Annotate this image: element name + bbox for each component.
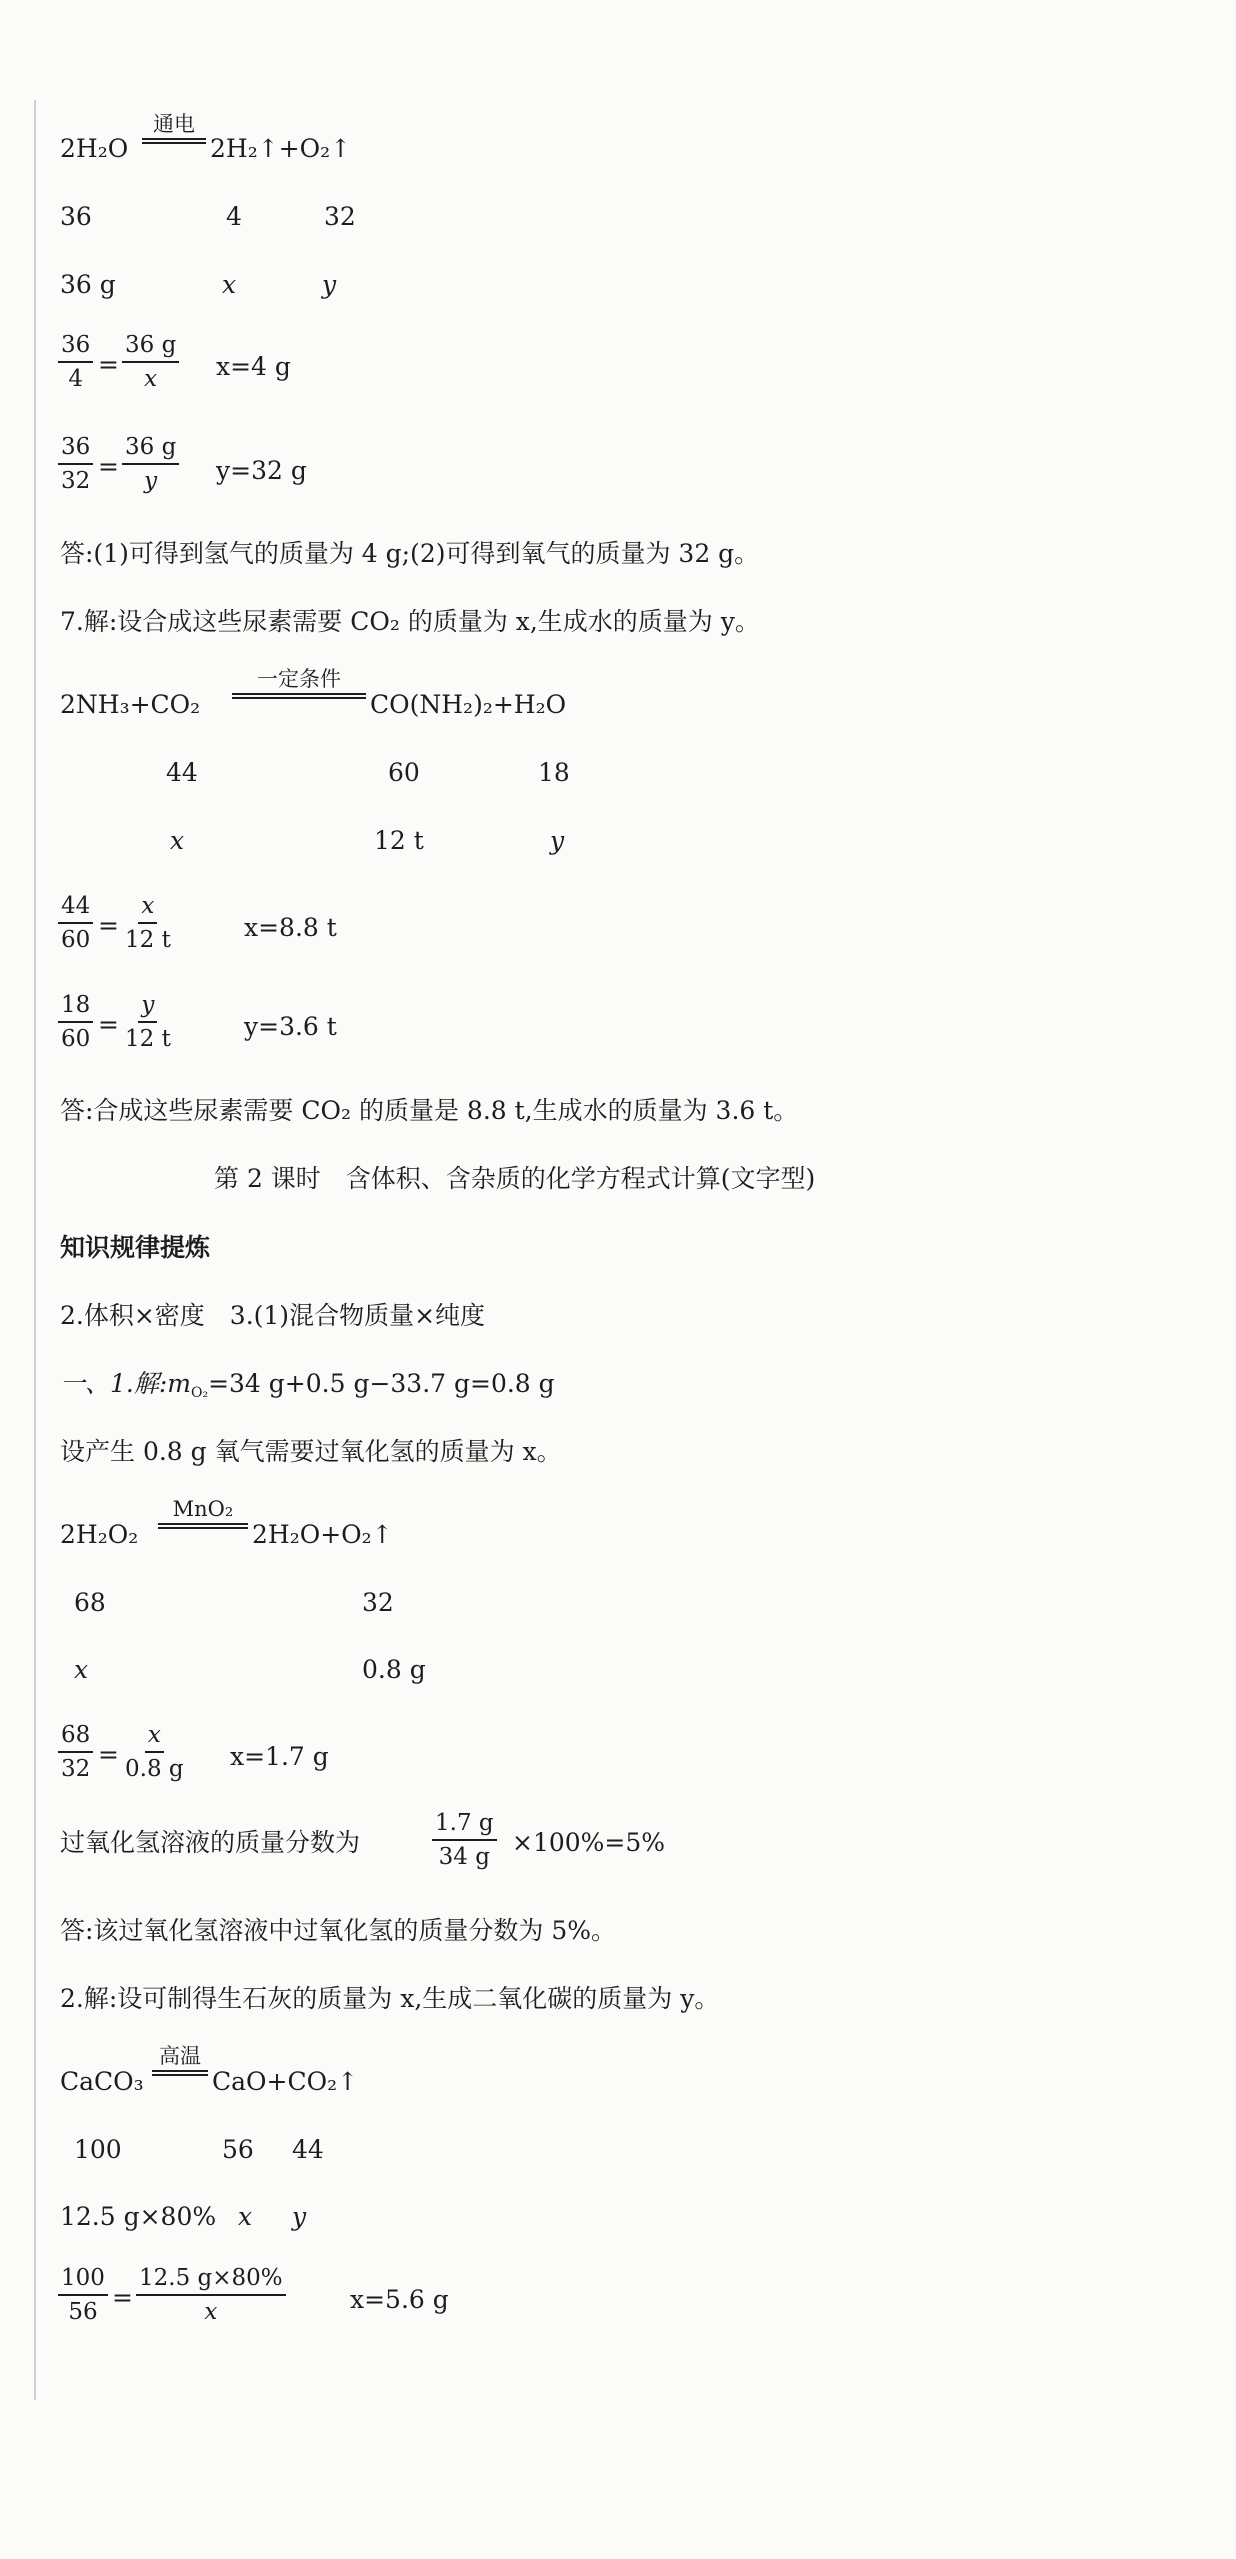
answer-1: 答:(1)可得到氢气的质量为 4 g;(2)可得到氧气的质量为 32 g。 <box>60 539 760 568</box>
fraction-line: 过氧化氢溶液的质量分数为 <box>60 1828 361 1857</box>
ratio-value: 18 <box>538 758 570 787</box>
equation-1-condition: 通电 <box>142 114 206 144</box>
equation-2-products: CO(NH₂)₂+H₂O <box>370 690 567 719</box>
result: x=1.7 g <box>230 1742 329 1771</box>
answer-7: 答:合成这些尿素需要 CO₂ 的质量是 8.8 t,生成水的质量为 3.6 t。 <box>60 1096 799 1125</box>
equals-sign: = <box>98 1740 119 1769</box>
given-value: 36 g <box>60 270 116 299</box>
fraction-left: $\frac{100}{56}$ <box>58 2267 108 2324</box>
equals-sign: = <box>98 1010 119 1039</box>
given-value: y <box>292 2202 307 2231</box>
given-value: x <box>222 270 237 299</box>
ratio-value: 32 <box>324 202 356 231</box>
fraction-right: $\frac{y}{12 t}$ <box>125 992 171 1052</box>
equation-4-condition: 高温 <box>152 2046 208 2076</box>
fraction-percent: $\frac{1.7 g}{34 g}$ <box>432 1812 497 1869</box>
ratio-value: 60 <box>388 758 420 787</box>
equation-1-products: 2H₂↑+O₂↑ <box>210 134 352 163</box>
ratio-value: 100 <box>74 2135 122 2164</box>
ratio-value: 32 <box>362 1588 394 1617</box>
given-value: x <box>74 1655 89 1684</box>
equation-3-condition: MnO₂ <box>158 1499 248 1529</box>
fraction-left: $\frac{18}{60}$ <box>58 994 93 1051</box>
given-value: 12.5 g×80% <box>60 2202 217 2231</box>
given-value: 0.8 g <box>362 1655 426 1684</box>
fraction-left: $\frac{68}{32}$ <box>58 1724 93 1781</box>
ratio-value: 36 <box>60 202 92 231</box>
ratio-value: 44 <box>166 758 198 787</box>
given-value: x <box>238 2202 253 2231</box>
fraction-right: $\frac{x}{0.8 g}$ <box>125 1722 184 1782</box>
equation-3-reactants: 2H₂O₂ <box>60 1520 139 1549</box>
fraction-left: $\frac{36}{32}$ <box>58 436 93 493</box>
result: x=8.8 t <box>244 913 337 942</box>
q1-calc: 一、1.解$:m_{O_2}=34$ g+0.5 g−33.7 g=0.8 g <box>60 1369 555 1401</box>
given-value: x <box>170 826 185 855</box>
fraction-right: $\frac{36 g}{x}$ <box>122 334 179 391</box>
fraction-left: $\frac{36}{4}$ <box>58 334 93 391</box>
section-heading: 知识规律提炼 <box>60 1233 211 1262</box>
equals-sign: = <box>112 2283 133 2312</box>
margin-rule <box>34 100 36 2400</box>
fraction-right: $\frac{12.5 g\times 80\%}{x}$ <box>136 2267 286 2324</box>
equation-4-products: CaO+CO₂↑ <box>212 2067 359 2096</box>
ratio-value: 4 <box>226 202 242 231</box>
ratio-value: 68 <box>74 1588 106 1617</box>
ratio-value: 44 <box>292 2135 324 2164</box>
equals-sign: = <box>98 350 119 379</box>
result: y=32 g <box>216 456 307 485</box>
equation-4-reactants: CaCO₃ <box>60 2067 144 2096</box>
q2-intro: 2.解:设可制得生石灰的质量为 x,生成二氧化碳的质量为 y。 <box>60 1984 720 2013</box>
result: x=5.6 g <box>350 2285 449 2314</box>
lesson-title: 第 2 课时 含体积、含杂质的化学方程式计算(文字型) <box>214 1164 816 1193</box>
equation-2-reactants: 2NH₃+CO₂ <box>60 690 201 719</box>
given-value: y <box>322 270 337 299</box>
q1-intro: 设产生 0.8 g 氧气需要过氧化氢的质量为 x。 <box>60 1437 562 1466</box>
rules-line: 2.体积×密度 3.(1)混合物质量×纯度 <box>60 1301 486 1330</box>
equation-2-condition: 一定条件 <box>232 669 366 699</box>
fraction-right: $\frac{x}{12 t}$ <box>125 893 171 953</box>
equals-sign: = <box>98 911 119 940</box>
given-value: y <box>550 826 565 855</box>
equation-3-products: 2H₂O+O₂↑ <box>252 1520 393 1549</box>
fraction-suffix: ×100%=5% <box>512 1828 666 1857</box>
q7-intro: 7.解:设合成这些尿素需要 CO₂ 的质量为 x,生成水的质量为 y。 <box>60 607 760 636</box>
answer-q1: 答:该过氧化氢溶液中过氧化氢的质量分数为 5%。 <box>60 1916 617 1945</box>
result: x=4 g <box>216 352 291 381</box>
equation-1-reactants: 2H₂O <box>60 134 129 163</box>
ratio-value: 56 <box>222 2135 254 2164</box>
fraction-right: $\frac{36 g}{y}$ <box>122 436 179 493</box>
given-value: 12 t <box>374 826 424 855</box>
result: y=3.6 t <box>244 1012 337 1041</box>
fraction-left: $\frac{44}{60}$ <box>58 895 93 952</box>
equals-sign: = <box>98 452 119 481</box>
